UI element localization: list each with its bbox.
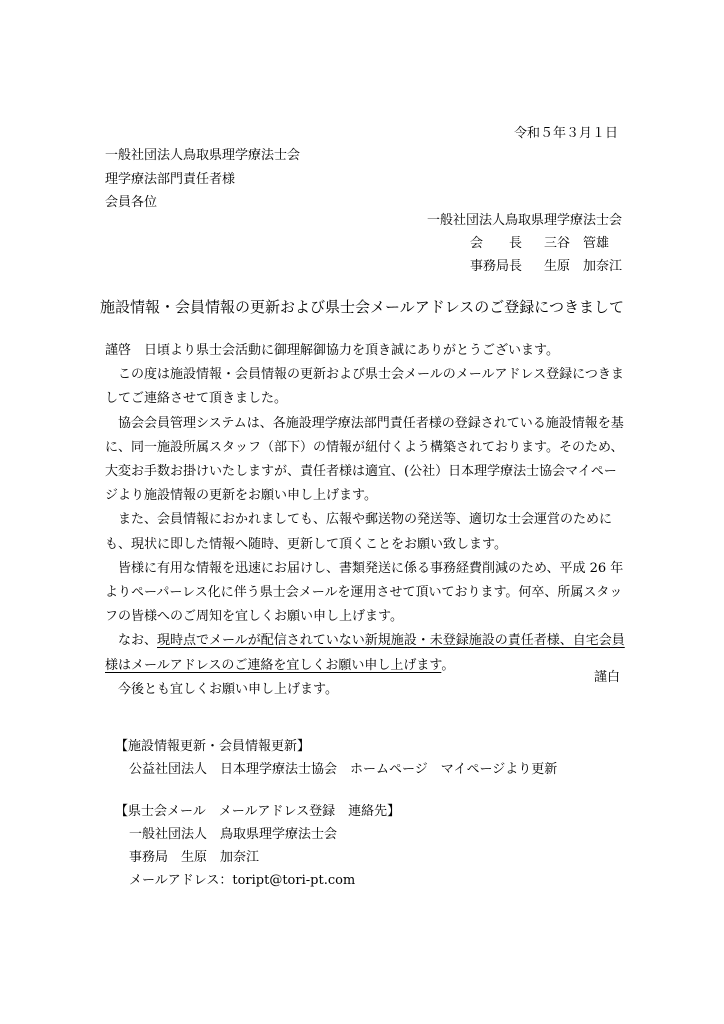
request-underlined-text: 現時点でメールが配信されていない新規施設・未登録施設の責任者様、自宅会員様はメールアドレスのご連絡を宜しくお願い申し上げます <box>105 633 625 673</box>
contact-email-line <box>129 871 355 891</box>
update-info-heading: 【施設情報更新・会員情報更新】 <box>115 739 311 754</box>
request-paragraph <box>105 629 625 677</box>
recipient-line-members: 会員各位 <box>105 195 158 210</box>
system-paragraph: 協会会員管理システムは、各施設理学療法部門責任者様の登録されている施設情報を基に、同一施設所属スタッフ（部下）の情報が紐付くよう構築されております。そのため、大変お手数お掛けいたしますが、責任者様は適宜、(公社）日本理学療法士協会マイページより施設情報の更新をお願い申し上げます。 <box>105 415 624 504</box>
greeting-paragraph: 謹啓 日頃より県士会活動に御理解御協力を頂き誠にありがとうございます。 <box>105 343 559 358</box>
contact-person: 事務局 生原 加奈江 <box>129 850 260 865</box>
contact-email-label: メールアドレス： <box>129 873 233 888</box>
purpose-paragraph: この度は施設情報・会員情報の更新および県士会メールのメールアドレス登録につきましてご連絡させて頂きました。 <box>105 367 624 407</box>
contact-organization: 一般社団法人 鳥取県理学療法士会 <box>129 827 338 842</box>
closing-word: 謹白 <box>593 670 620 685</box>
letter-date: 令和５年３月１日 <box>514 126 619 141</box>
sender-organization: 一般社団法人鳥取県理学療法士会 <box>427 213 623 228</box>
recipient-line-association: 一般社団法人鳥取県理学療法士会 <box>105 148 301 163</box>
update-info-line: 公益社団法人 日本理学療法士協会 ホームページ マイページより更新 <box>129 762 558 777</box>
sender-president-title: 会 長 <box>470 236 523 251</box>
sender-secretary-title: 事務局長 <box>470 259 523 274</box>
contact-heading: 【県士会メール メールアドレス登録 連絡先】 <box>115 804 401 819</box>
sender-secretary-name: 生原 加奈江 <box>544 259 623 274</box>
member-info-paragraph: また、会員情報におかれましても、広報や郵送物の発送等、適切な士会運営のためにも、現状に即した情報へ随時、更新して頂くことをお願い致します。 <box>105 512 613 552</box>
paperless-paragraph: 皆様に有用な情報を迅速にお届けし、書類発送に係る事務経費削減のため、平成 26 年よりペーパーレス化に伴う県士会メールを運用させて頂いております。何卒、所属スタッフの皆様へのご周知を宜しくお願い申し上げます。 <box>105 560 624 625</box>
recipient-line-department-heads: 理学療法部門責任者様 <box>105 172 236 187</box>
request-prefix: なお、 <box>118 633 158 649</box>
letter-title: 施設情報・会員情報の更新および県士会メールアドレスのご登録につきまして <box>100 298 624 316</box>
sender-president-name: 三谷 管雄 <box>544 236 610 251</box>
request-suffix: 。 <box>441 657 455 673</box>
closing-paragraph: 今後とも宜しくお願い申し上げます。 <box>118 681 338 697</box>
letter-body <box>105 339 625 702</box>
contact-email-address: toript@tori-pt.com <box>232 873 356 888</box>
